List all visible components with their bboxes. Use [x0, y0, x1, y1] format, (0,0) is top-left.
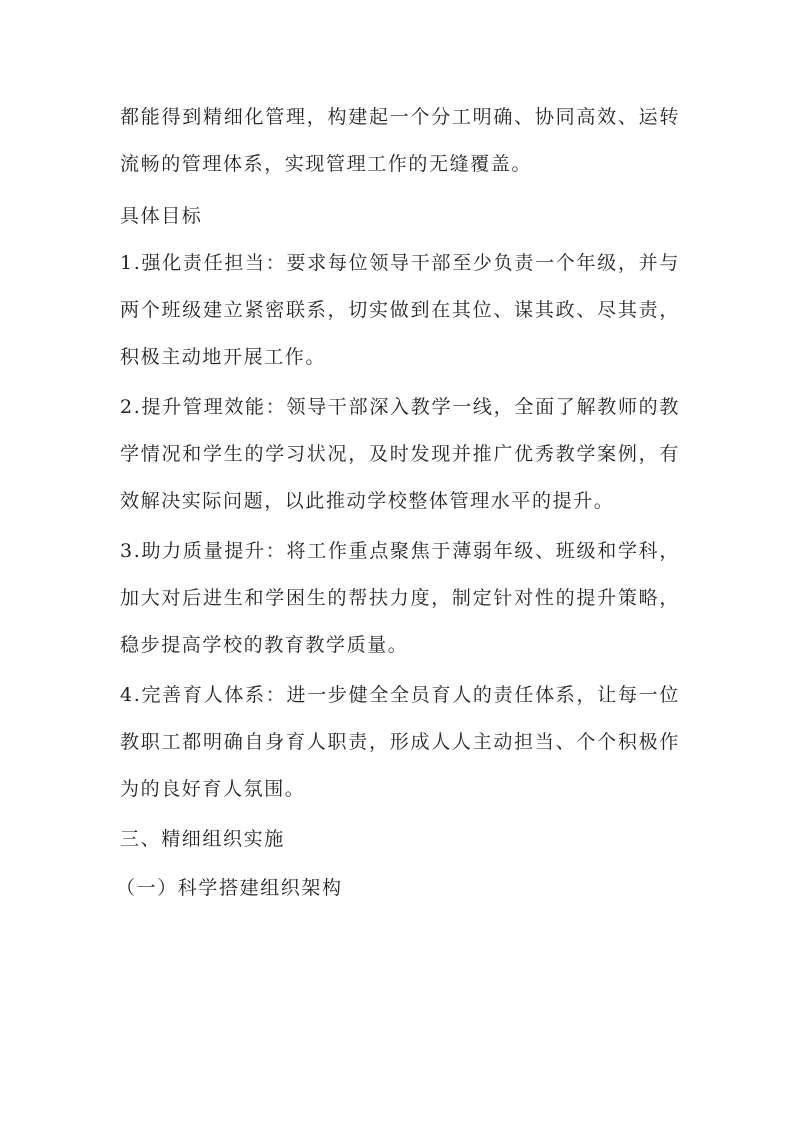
body-paragraph-continuation: 都能得到精细化管理，构建起一个分工明确、协同高效、运转流畅的管理体系，实现管理工作的无缝覆盖。	[120, 106, 680, 175]
section-heading-implementation: 三、精细组织实施	[120, 828, 285, 850]
subsection-heading-org-structure: （一）科学搭建组织架构	[116, 877, 343, 899]
goal-item-2: 2.提升管理效能：领导干部深入教学一线，全面了解教师的教学情况和学生的学习状况，及时发现并推广优秀教学案例，有效解决实际问题，以此推动学校整体管理水平的提升。	[120, 396, 680, 512]
goal-item-4: 4.完善育人体系：进一步健全全员育人的责任体系，让每一位教职工都明确自身育人职责，形成人人主动担当、个个积极作为的良好育人氛围。	[120, 684, 680, 800]
goal-item-3: 3.助力质量提升：将工作重点聚焦于薄弱年级、班级和学科，加大对后进生和学困生的帮扶力度，制定针对性的提升策略，稳步提高学校的教育教学质量。	[120, 540, 680, 656]
goal-item-1: 1.强化责任担当：要求每位领导干部至少负责一个年级，并与两个班级建立紧密联系，切实做到在其位、谋其政、尽其责，积极主动地开展工作。	[120, 252, 680, 368]
section-heading-specific-goals: 具体目标	[120, 205, 203, 227]
